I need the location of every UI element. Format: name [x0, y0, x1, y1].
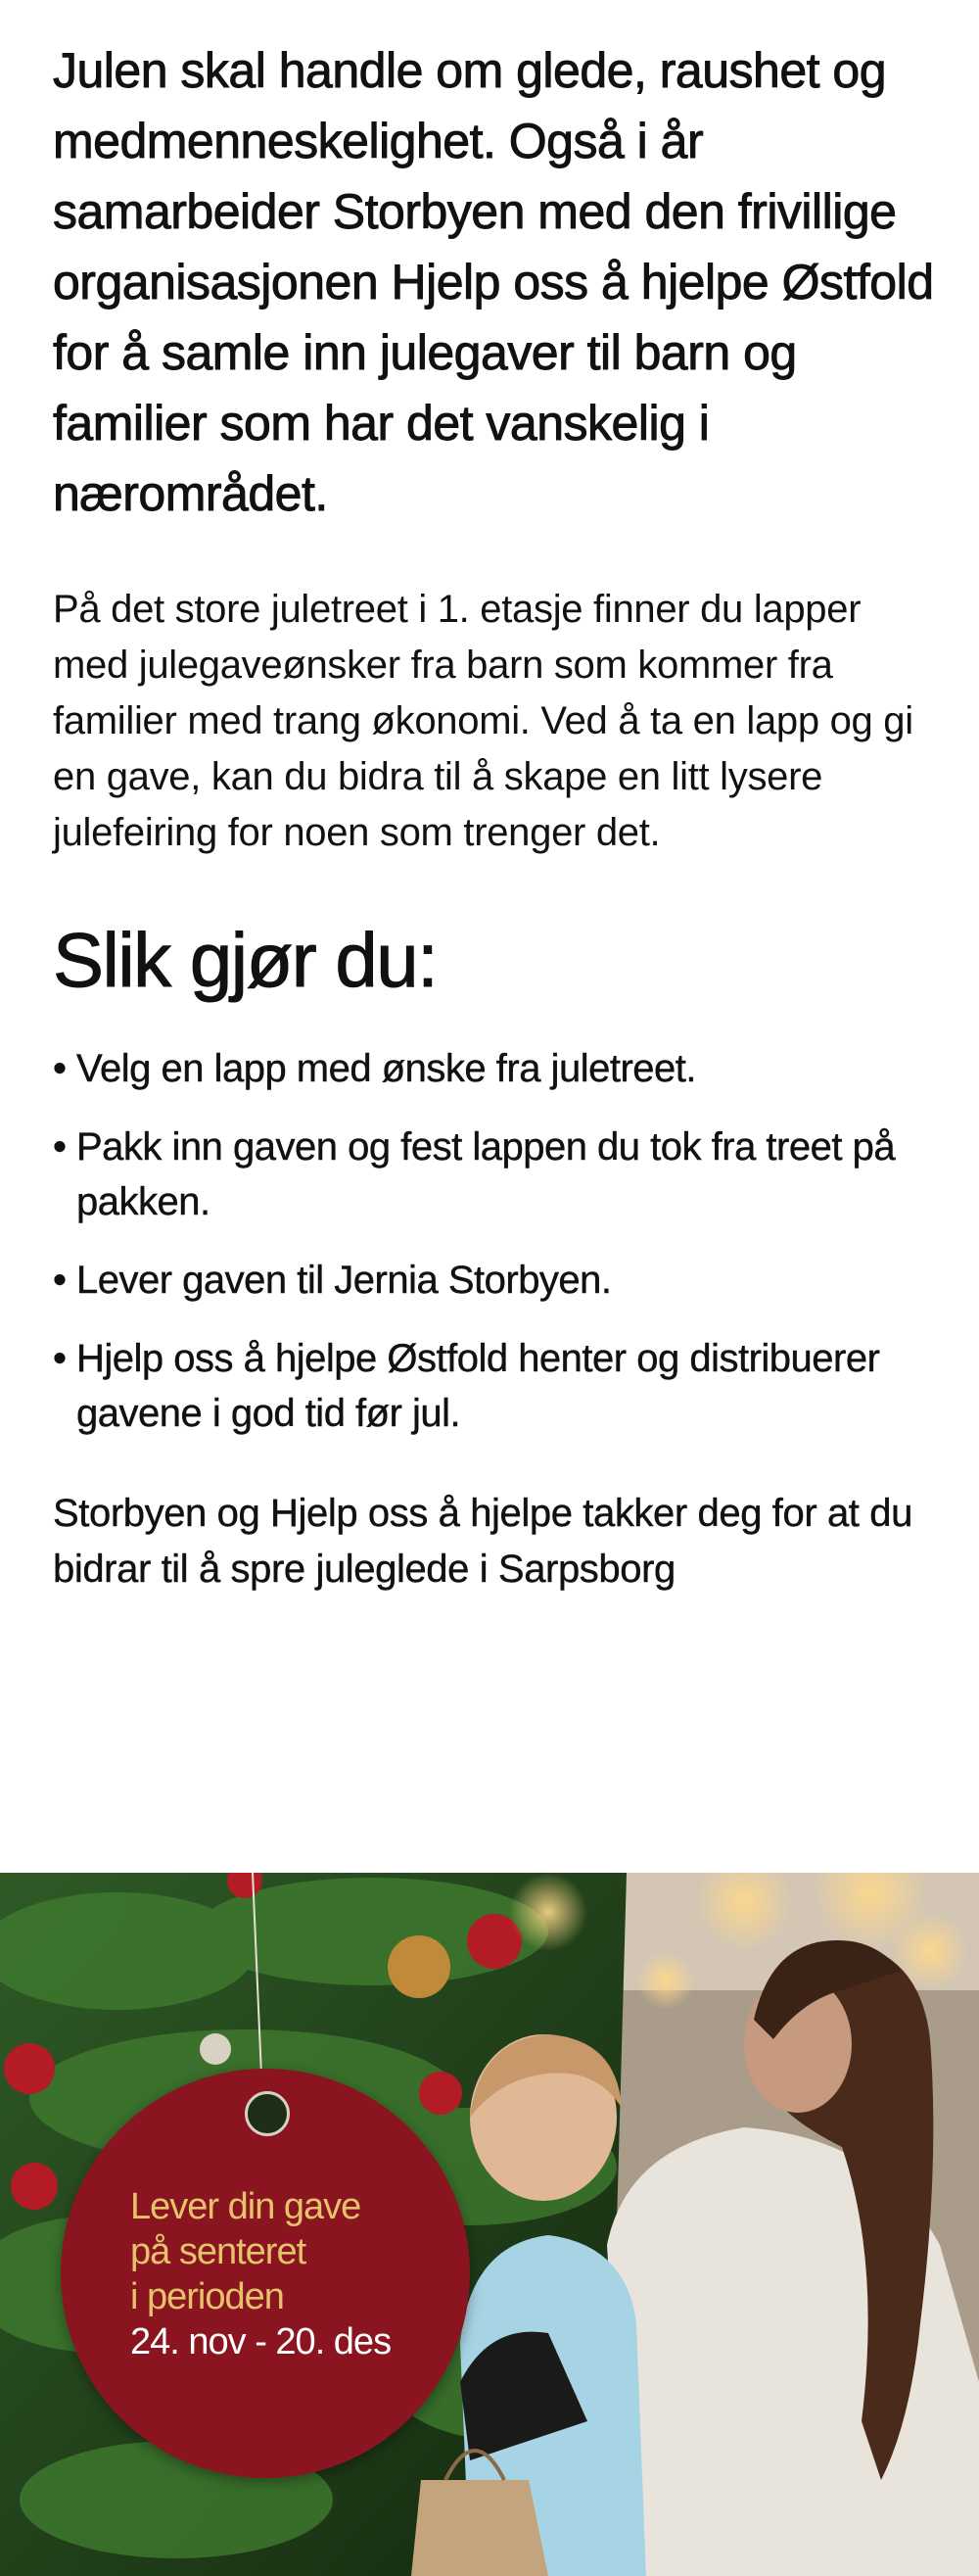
bullet: • — [53, 1259, 67, 1302]
how-to-title: Slik gjør du: — [53, 917, 438, 1003]
list-item — [53, 1331, 934, 1441]
delivery-tag-text — [130, 2184, 463, 2364]
bullet: • — [53, 1125, 67, 1169]
tag-line: Lever din gave — [130, 2186, 361, 2227]
intro-lead: Julen skal handle om glede, raushet og medmenneskelighet. Også i år samarbeider Storbyen med den frivillige organisasjonen Hjelp oss å hjelpe Østfold for å samle inn julegaver til barn og familier som har det vanskelig i nærområdet. — [53, 43, 934, 521]
article-content — [53, 35, 934, 1637]
tag-line: på senteret — [130, 2231, 306, 2272]
tag-hole — [245, 2091, 290, 2136]
list-item — [53, 1120, 934, 1229]
step-text: Pakk inn gaven og fest lappen du tok fra treet på pakken. — [76, 1125, 896, 1223]
how-to-steps — [53, 1041, 934, 1441]
step-text: Lever gaven til Jernia Storbyen. — [76, 1259, 612, 1302]
list-item — [53, 1041, 934, 1096]
list-item — [53, 1253, 934, 1308]
tag-line: i perioden — [130, 2276, 284, 2317]
intro-body: På det store juletreet i 1. etasje finner du lapper med julegaveønsker fra barn som kommer fra familier med trang økonomi. Ved å ta en lapp og gi en gave, kan du bidra til å skape en litt lysere julefeiring for noen som trenger det. — [53, 588, 913, 854]
step-text: Velg en lapp med ønske fra juletreet. — [76, 1047, 696, 1090]
bullet: • — [53, 1047, 67, 1090]
bullet: • — [53, 1337, 67, 1380]
step-text: Hjelp oss å hjelpe Østfold henter og distribuerer gavene i god tid før jul. — [76, 1337, 880, 1435]
thanks-text: Storbyen og Hjelp oss å hjelpe takker deg for at du bidrar til å spre juleglede i Sarpsborg — [53, 1492, 912, 1591]
tag-date-range: 24. nov - 20. des — [130, 2321, 392, 2362]
